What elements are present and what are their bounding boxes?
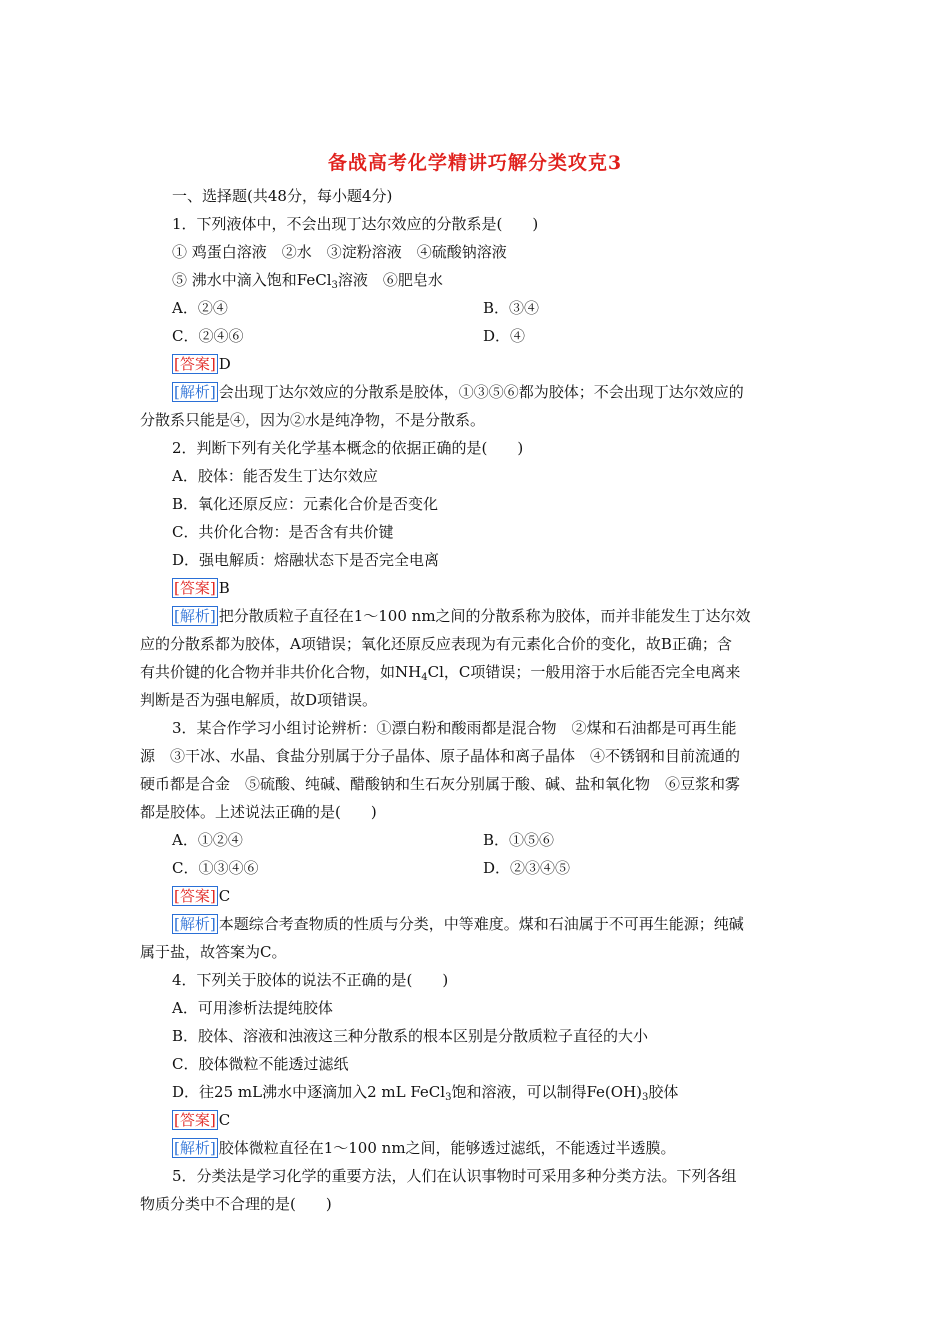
q1-answer: [答案] D: [174, 355, 231, 373]
q2-stem: 2．判断下列有关化学基本概念的依据正确的是( ): [172, 439, 524, 457]
q4-analysis-1: [解析] 胶体微粒直径在1～100 nm之间，能够透过滤纸，不能透过半透膜。: [174, 1139, 676, 1157]
q5-stem-2: 物质分类中不合理的是( ): [140, 1195, 332, 1213]
q1-items-2: ⑤ 沸水中滴入饱和FeCl$_3$溶液 ⑥肥皂水: [172, 271, 443, 291]
q3-stem-1: 3．某合作学习小组讨论辨析：①漂白粉和酸雨都是混合物 ②煤和石油都是可再生能: [172, 719, 737, 737]
q2-analysis-3: 有共价键的化合物并非共价化合物，如$NH_4Cl$，C项错误；一般用溶于水后能否完全电离来: [140, 663, 741, 683]
q1-option-b: B．③④: [483, 299, 540, 317]
q2-analysis-1: [解析] 把分散质粒子直径在1～100 nm之间的分散系称为胶体，而并非能发生丁达尔效: [174, 607, 751, 625]
q1-option-d: D．④: [483, 327, 526, 345]
q4-stem: 4．下列关于胶体的说法不正确的是( ): [172, 971, 449, 989]
q3-option-d: D．②③④⑤: [483, 859, 571, 877]
q2-answer: [答案] B: [174, 579, 230, 597]
q2-option-b: B．氧化还原反应：元素化合价是否变化: [172, 495, 439, 513]
q1-analysis-1: [解析] 会出现丁达尔效应的分散系是胶体，①③⑤⑥都为胶体；不会出现丁达尔效应的: [174, 383, 744, 401]
q3-analysis-2: 属于盐，故答案为C。: [140, 943, 287, 961]
section-heading: 一、选择题(共48分，每小题4分): [172, 187, 393, 205]
q3-answer: [答案] C: [174, 887, 231, 905]
q2-option-c: C．共价化合物：是否含有共价键: [172, 523, 394, 541]
q3-stem-3: 硬币都是合金 ⑤硫酸、纯碱、醋酸钠和生石灰分别属于酸、碱、盐和氧化物 ⑥豆浆和雾: [140, 775, 741, 793]
q2-analysis-4: 判断是否为强电解质，故D项错误。: [140, 691, 378, 709]
q1-analysis-2: 分散系只能是④，因为②水是纯净物，不是分散系。: [140, 411, 486, 429]
q1-option-c: C．②④⑥: [172, 327, 244, 345]
q1-option-a: A．②④: [172, 299, 228, 317]
q2-analysis-2: 应的分散系都为胶体，A项错误；氧化还原反应表现为有元素化合价的变化，故B正确；含: [140, 635, 732, 653]
q1-stem: 1．下列液体中，不会出现丁达尔效应的分散系是( ): [172, 215, 539, 233]
q3-option-c: C．①③④⑥: [172, 859, 259, 877]
q4-option-a: A．可用渗析法提纯胶体: [172, 999, 333, 1017]
q3-stem-4: 都是胶体。上述说法正确的是( ): [140, 803, 377, 821]
q4-option-d: D．往25 mL沸水中逐滴加入2 mL FeCl$_3$饱和溶液，可以制得$Fe(OH)_3$胶体: [172, 1083, 679, 1103]
q4-option-c: C．胶体微粒不能透过滤纸: [172, 1055, 349, 1073]
q4-option-b: B．胶体、溶液和浊液这三种分散系的根本区别是分散质粒子直径的大小: [172, 1027, 649, 1045]
q4-answer: [答案] C: [174, 1111, 231, 1129]
page-title: 备战高考化学精讲巧解分类攻克3: [327, 152, 623, 174]
q3-option-a: A．①②④: [172, 831, 243, 849]
q5-stem-1: 5．分类法是学习化学的重要方法，人们在认识事物时可采用多种分类方法。下列各组: [172, 1167, 737, 1185]
q2-option-a: A．胶体：能否发生丁达尔效应: [172, 467, 378, 485]
q1-items-1: ① 鸡蛋白溶液 ②水 ③淀粉溶液 ④硫酸钠溶液: [172, 243, 507, 261]
q3-stem-2: 源 ③干冰、水晶、食盐分别属于分子晶体、原子晶体和离子晶体 ④不锈钢和目前流通的: [140, 747, 741, 765]
q3-analysis-1: [解析] 本题综合考查物质的性质与分类，中等难度。煤和石油属于不可再生能源；纯碱: [174, 915, 744, 933]
q2-option-d: D．强电解质：熔融状态下是否完全电离: [172, 551, 440, 569]
q3-option-b: B．①⑤⑥: [483, 831, 555, 849]
